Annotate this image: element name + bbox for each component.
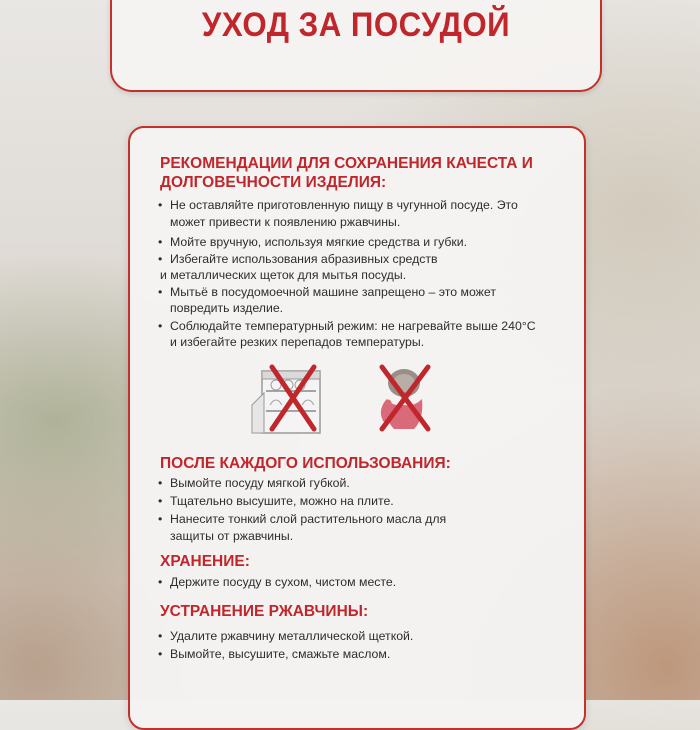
page-title: УХОД ЗА ПОСУДОЙ [201, 6, 511, 44]
list-item: • Держите посуду в сухом, чистом месте. [170, 574, 396, 592]
list-item-continuation: и избегайте резких перепадов температуры. [170, 335, 425, 349]
section-after-use-heading: ПОСЛЕ КАЖДОГО ИСПОЛЬЗОВАНИЯ: [160, 455, 451, 472]
section-rust-removal-heading: УСТРАНЕНИЕ РЖАВЧИНЫ: [160, 603, 369, 620]
care-instructions-card [128, 126, 586, 730]
list-item: • Мытьё в посудомоечной машине запрещено – это может [170, 284, 496, 302]
section-recommendations-heading-1: РЕКОМЕНДАЦИИ ДЛЯ СОХРАНЕНИЯ КАЧЕСТА И [160, 155, 533, 172]
section-recommendations-heading-2: ДОЛГОВЕЧНОСТИ ИЗДЕЛИЯ: [160, 174, 387, 191]
section-storage-heading: ХРАНЕНИЕ: [160, 553, 250, 570]
list-item: • Нанесите тонкий слой растительного масла для [170, 511, 446, 529]
list-item: • Мойте вручную, используя мягкие средства и губки. [170, 234, 467, 252]
list-item: • Не оставляйте приготовленную пищу в чугунной посуде. Это [170, 197, 518, 215]
no-metal-brush-icon [374, 363, 436, 437]
list-item: • Вымойте посуду мягкой губкой. [170, 475, 350, 493]
list-item: • Тщательно высушите, можно на плите. [170, 493, 394, 511]
list-item: • Вымойте, высушите, смажьте маслом. [170, 646, 390, 664]
no-dishwasher-icon [248, 363, 332, 437]
title-banner [110, 0, 602, 92]
list-item: • Соблюдайте температурный режим: не нагревайте выше 240°С [170, 318, 536, 336]
list-item-continuation: может привести к появлению ржавчины. [170, 215, 401, 229]
list-item-continuation: и металлических щеток для мытья посуды. [160, 268, 407, 282]
list-item: • Удалите ржавчину металлической щеткой. [170, 628, 413, 646]
list-item: • Избегайте использования абразивных средств [170, 251, 438, 269]
list-item-continuation: защиты от ржавчины. [170, 529, 294, 543]
list-item-continuation: повредить изделие. [170, 301, 284, 315]
